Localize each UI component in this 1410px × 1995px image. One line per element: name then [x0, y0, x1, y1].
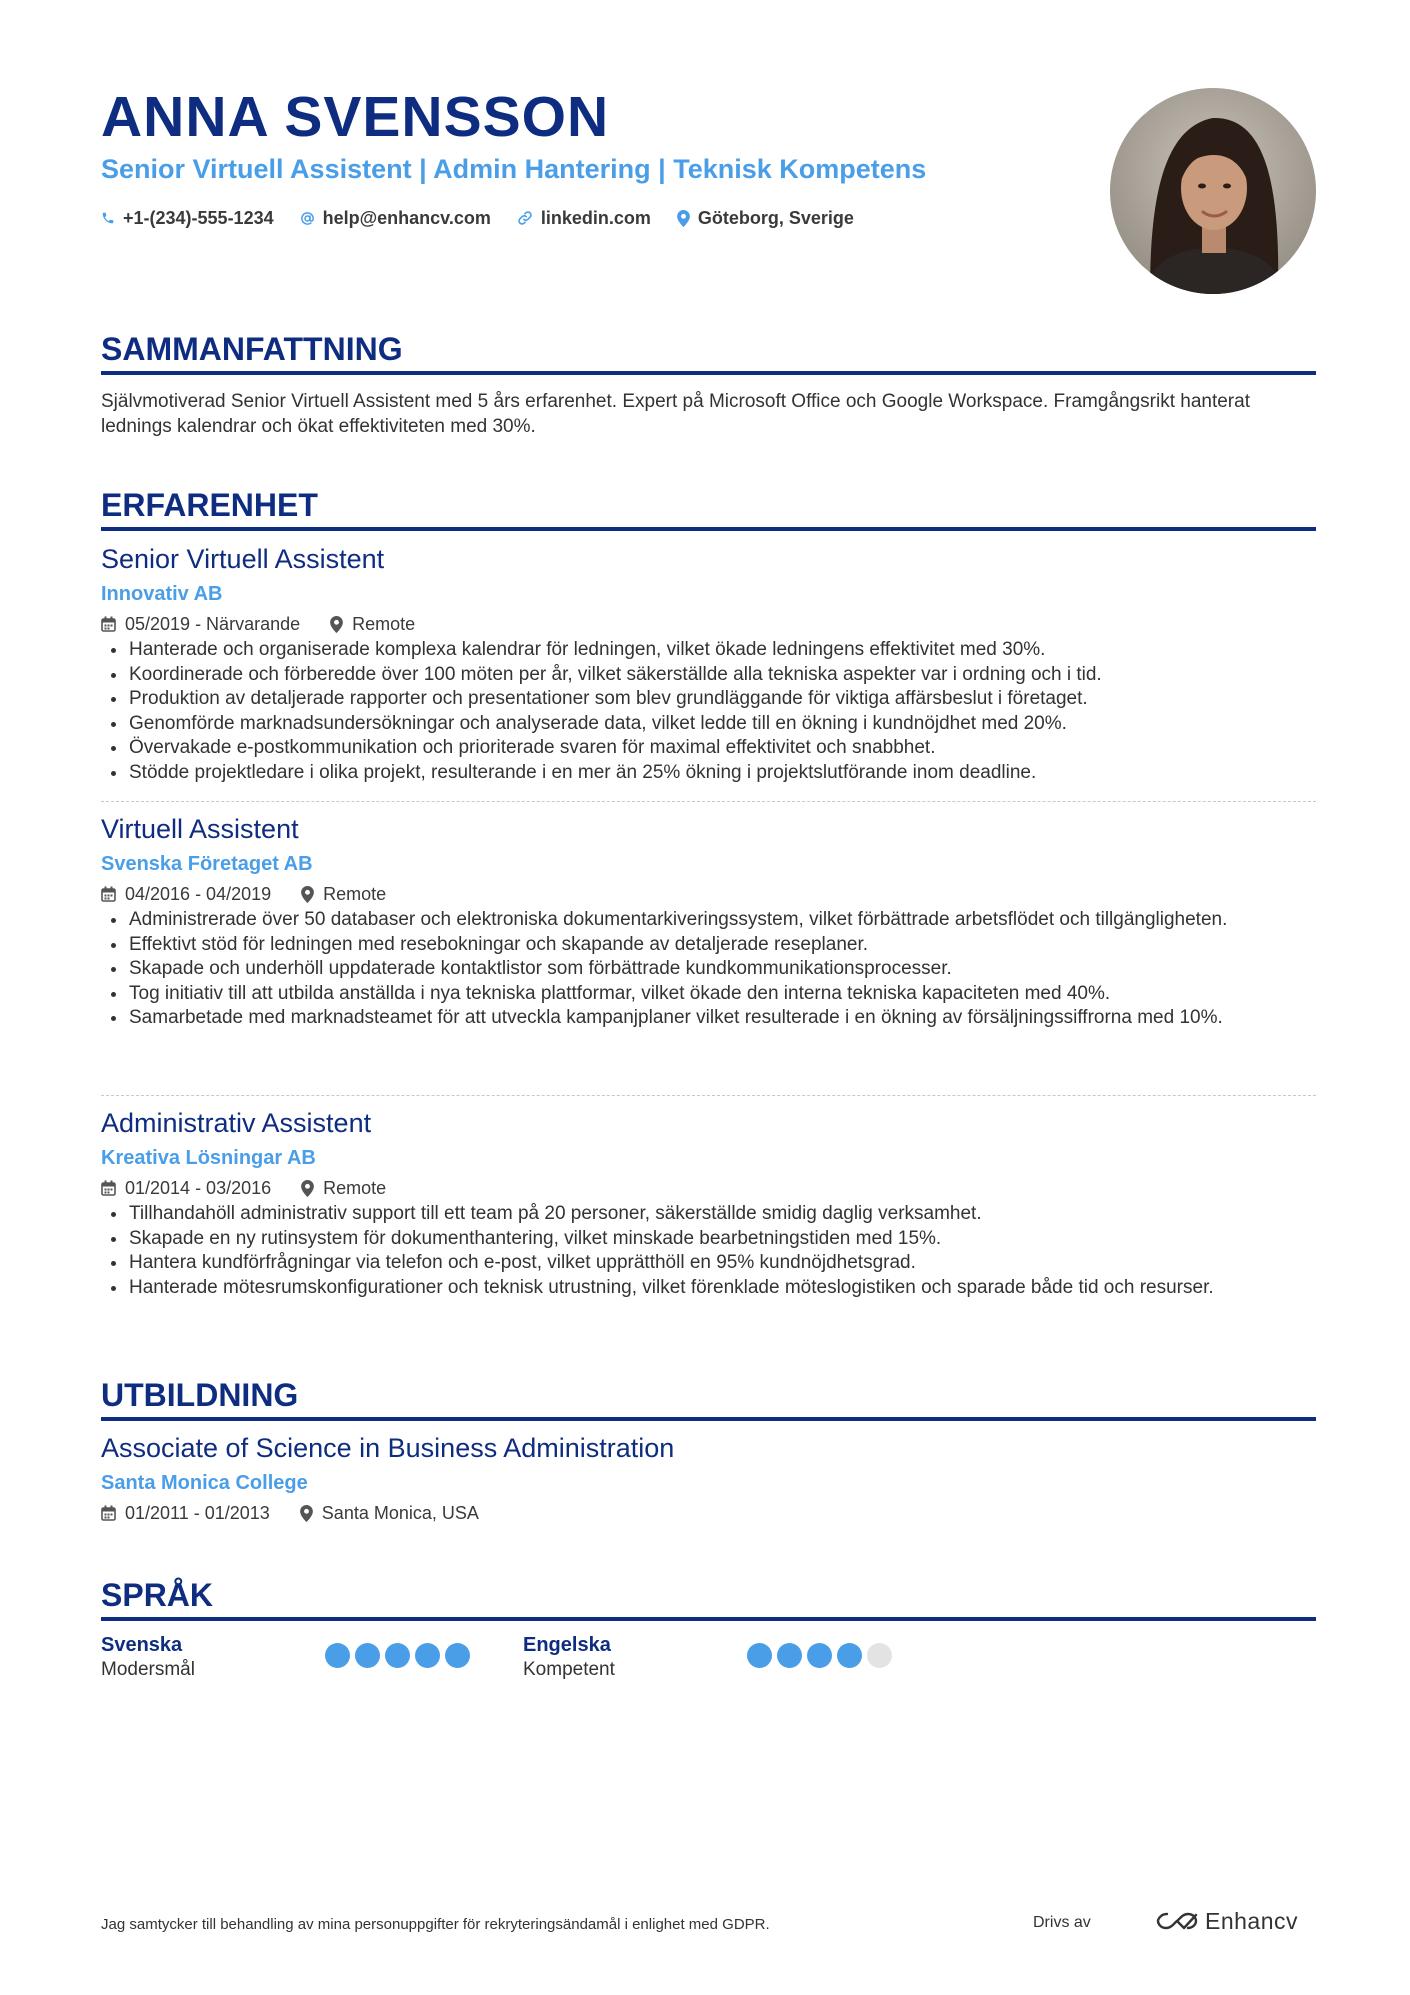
list-item: Koordinerade och förberedde över 100 möten per år, vilket säkerställde alla tekniska aspekter var i ordning och i tid. [101, 663, 1316, 688]
rating-dot-filled [445, 1643, 470, 1668]
list-item: Skapade en ny rutinsystem för dokumenthantering, vilket minskade bearbetningstiden med 15%. [101, 1227, 1316, 1252]
powered-by-label: Drivs av [1033, 1914, 1091, 1931]
job-location [301, 882, 386, 906]
summary-text: Självmotiverad Senior Virtuell Assistent med 5 års erfarenhet. Expert på Microsoft Office och Google Workspace. Framgångsrikt hanterat lednings kalendrar och ökat effektiviteten med 30%. [101, 391, 1250, 437]
candidate-tagline: Senior Virtuell Assistent | Admin Hantering | Teknisk Kompetens [101, 154, 927, 184]
enhancv-logo-icon [1155, 1910, 1199, 1932]
location-pin-icon [301, 886, 314, 903]
phone-icon [101, 211, 115, 225]
enhancv-brand-text: Enhancv [1205, 1908, 1299, 1934]
list-item: Produktion av detaljerade rapporter och presentationer som blev grundläggande för viktiga affärsbeslut i företaget. [101, 687, 1316, 712]
education-divider [101, 1417, 1316, 1421]
calendar-icon [101, 886, 116, 902]
language-item [101, 1632, 521, 1692]
link-icon [517, 210, 533, 226]
job-meta [101, 1176, 1316, 1200]
contact-linkedin[interactable] [517, 206, 651, 230]
job-title: Administrativ Assistent [101, 1108, 372, 1138]
experience-heading: ERFARENHET [101, 487, 318, 523]
job-title: Virtuell Assistent [101, 814, 299, 844]
job-title: Senior Virtuell Assistent [101, 544, 385, 574]
languages-divider [101, 1617, 1316, 1621]
job-bullets [101, 908, 1316, 1031]
contact-phone[interactable] [101, 206, 274, 230]
at-icon [300, 211, 315, 226]
education-heading: UTBILDNING [101, 1377, 299, 1413]
language-rating [325, 1643, 470, 1668]
list-item: Hanterade mötesrumskonfigurationer och teknisk utrustning, vilket förenklade möteslogistiken och sparade både tid och resurser. [101, 1276, 1316, 1301]
job-separator [101, 1095, 1316, 1096]
degree-title: Associate of Science in Business Administration [101, 1433, 675, 1463]
education-location-text: Santa Monica, USA [321, 1503, 479, 1523]
education-dates [101, 1501, 270, 1525]
education-dates-text: 01/2011 - 01/2013 [125, 1503, 270, 1523]
rating-dot-filled [837, 1643, 862, 1668]
job-dates [101, 612, 300, 636]
gdpr-consent: Jag samtycker till behandling av mina personuppgifter för rekryteringsändamål i enlighet med GDPR. [101, 1916, 770, 1933]
calendar-icon [101, 1180, 116, 1196]
job-meta [101, 882, 1316, 906]
enhancv-logo[interactable] [1155, 1906, 1298, 1936]
location-pin-icon [330, 616, 343, 633]
rating-dot-empty [867, 1643, 892, 1668]
language-rating [747, 1643, 892, 1668]
job-dates [101, 882, 271, 906]
job-location-text: Remote [323, 884, 387, 904]
contact-email-text: help@enhancv.com [322, 208, 491, 228]
list-item: Hantera kundförfrågningar via telefon och e-post, vilket upprätthöll en 95% kundnöjdhetsgrad. [101, 1251, 1316, 1276]
job-entry [101, 543, 1316, 785]
rating-dot-filled [415, 1643, 440, 1668]
calendar-icon [101, 616, 116, 632]
contact-phone-text: +1-(234)-555-1234 [123, 208, 274, 228]
list-item: Effektivt stöd för ledningen med resebokningar och skapande av detaljerade reseplaner. [101, 933, 1316, 958]
experience-divider [101, 527, 1316, 531]
list-item: Stödde projektledare i olika projekt, resulterande i en mer än 25% ökning i projektslutförande inom deadline. [101, 761, 1316, 786]
language-item [523, 1632, 943, 1692]
list-item: Genomförde marknadsundersökningar och analyserade data, vilket ledde till en ökning i kundnöjdhet med 20%. [101, 712, 1316, 737]
list-item: Övervakade e-postkommunikation och prioriterade svaren för maximal effektivitet och snabbhet. [101, 736, 1316, 761]
job-dates-text: 05/2019 - Närvarande [125, 614, 301, 634]
list-item: Tog initiativ till att utbilda anställda i nya tekniska plattformar, vilket ökade den interna tekniska kapaciteten med 40%. [101, 982, 1316, 1007]
summary-divider [101, 371, 1316, 375]
rating-dot-filled [747, 1643, 772, 1668]
contact-email[interactable] [300, 206, 491, 230]
language-name: Engelska [523, 1634, 611, 1656]
calendar-icon [101, 1505, 116, 1521]
job-company: Svenska Företaget AB [101, 853, 313, 875]
list-item: Samarbetade med marknadsteamet för att utveckla kampanjplaner vilket resulterade i en ökning av försäljningssiffrorna med 10%. [101, 1006, 1316, 1031]
job-location [301, 1176, 386, 1200]
job-dates-text: 04/2016 - 04/2019 [125, 884, 272, 904]
list-item: Tillhandahöll administrativ support till ett team på 20 personer, säkerställde smidig daglig verksamhet. [101, 1202, 1316, 1227]
education-meta [101, 1501, 1316, 1525]
job-location-text: Remote [323, 1178, 387, 1198]
rating-dot-filled [777, 1643, 802, 1668]
list-item: Administrerade över 50 databaser och elektroniska dokumentarkiveringssystem, vilket förbättrade arbetsflödet och tillgängligheten. [101, 908, 1316, 933]
profile-photo [1110, 88, 1316, 294]
job-dates [101, 1176, 271, 1200]
job-location [330, 612, 415, 636]
languages-heading: SPRÅK [101, 1577, 214, 1613]
job-bullets [101, 1202, 1316, 1300]
job-separator [101, 801, 1316, 802]
location-pin-icon [677, 210, 690, 227]
candidate-name: ANNA SVENSSON [101, 85, 610, 149]
location-pin-icon [301, 1180, 314, 1197]
language-level: Kompetent [523, 1659, 615, 1680]
job-company: Innovativ AB [101, 583, 223, 605]
list-item: Skapade och underhöll uppdaterade kontaktlistor som förbättrade kundkommunikationsprocesser. [101, 957, 1316, 982]
list-item: Hanterade och organiserade komplexa kalendrar för ledningen, vilket ökade ledningens effektivitet med 30%. [101, 638, 1316, 663]
contact-location [677, 206, 854, 230]
contact-bar [101, 206, 854, 230]
school-name: Santa Monica College [101, 1472, 308, 1494]
summary-heading: SAMMANFATTNING [101, 331, 403, 367]
language-level: Modersmål [101, 1659, 195, 1680]
language-name: Svenska [101, 1634, 183, 1656]
rating-dot-filled [355, 1643, 380, 1668]
education-entry [101, 1432, 1316, 1525]
contact-location-text: Göteborg, Sverige [697, 208, 854, 228]
location-pin-icon [300, 1505, 313, 1522]
rating-dot-filled [807, 1643, 832, 1668]
rating-dot-filled [325, 1643, 350, 1668]
job-company: Kreativa Lösningar AB [101, 1147, 316, 1169]
job-entry [101, 813, 1316, 1031]
job-dates-text: 01/2014 - 03/2016 [125, 1178, 272, 1198]
job-entry [101, 1107, 1316, 1300]
rating-dot-filled [385, 1643, 410, 1668]
job-bullets [101, 638, 1316, 785]
job-location-text: Remote [352, 614, 416, 634]
contact-linkedin-text: linkedin.com [540, 208, 651, 228]
job-meta [101, 612, 1316, 636]
education-location [300, 1501, 479, 1525]
